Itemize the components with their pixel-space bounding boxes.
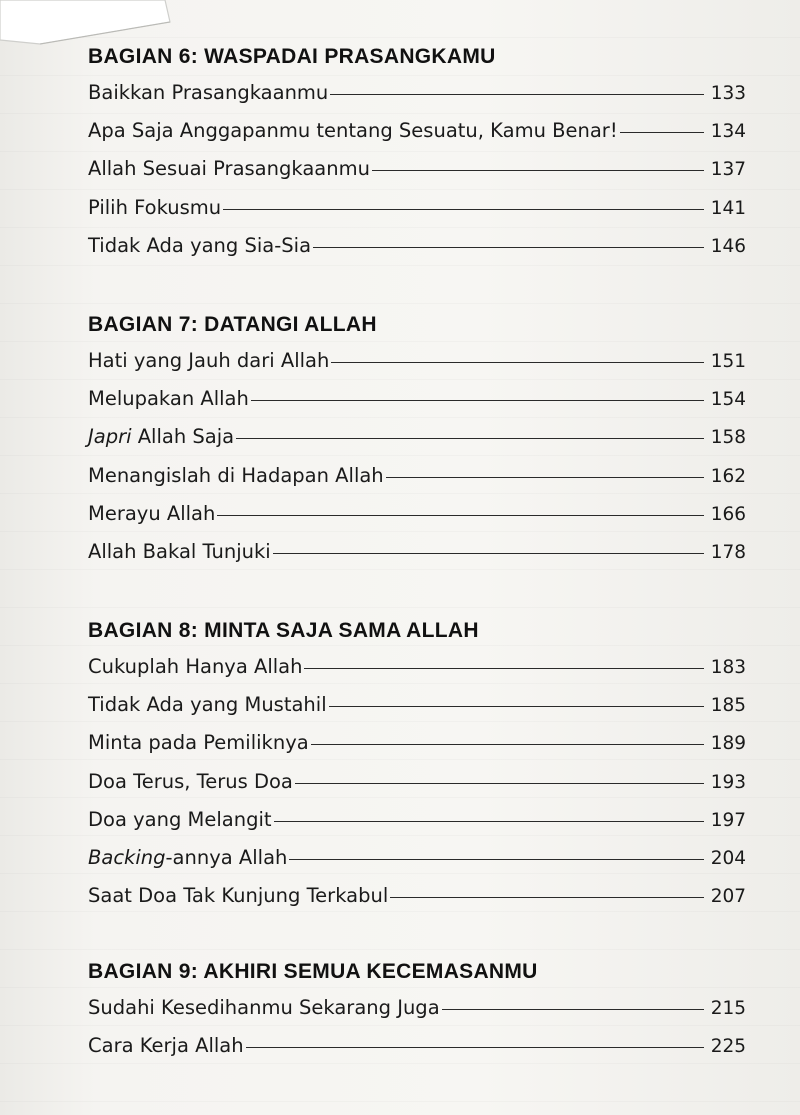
toc-entry <box>88 763 746 801</box>
entry-title: Saat Doa Tak Kunjung Terkabul <box>88 884 389 908</box>
entry-page-number: 162 <box>710 465 746 487</box>
toc-entry <box>88 686 746 724</box>
toc-entry <box>88 839 746 877</box>
entry-page-number: 225 <box>710 1036 746 1058</box>
dotted-leader-line <box>331 362 704 363</box>
entry-page-number: 134 <box>710 121 746 143</box>
toc-entry <box>88 877 746 915</box>
entry-title: Tidak Ada yang Sia-Sia <box>88 233 312 257</box>
entry-title: Tidak Ada yang Mustahil <box>88 693 327 717</box>
entry-page-number: 197 <box>710 809 746 831</box>
toc-entry-list <box>88 342 746 571</box>
entry-title: Allah Bakal Tunjuki <box>88 539 271 563</box>
dotted-leader-line <box>442 1009 704 1010</box>
section-heading: BAGIAN 8: MINTA SAJA SAMA ALLAH <box>88 619 479 642</box>
dotted-leader-line <box>386 477 704 478</box>
toc-entry <box>88 648 746 686</box>
toc-entry-list <box>88 648 746 915</box>
entry-title: Sudahi Kesedihanmu Sekarang Juga <box>88 996 440 1019</box>
entry-page-number: 146 <box>710 235 746 257</box>
entry-title: Allah Sesuai Prasangkaanmu <box>88 157 370 181</box>
entry-title: Apa Saja Anggapanmu tentang Sesuatu, Kamu Benar! <box>88 119 618 143</box>
toc-entry-list <box>88 74 746 265</box>
entry-title-italic: Backing <box>88 845 166 869</box>
dotted-leader-line <box>236 438 704 439</box>
entry-page-number: 166 <box>710 503 746 525</box>
toc-entry <box>88 418 746 456</box>
entry-page-number: 158 <box>710 427 746 449</box>
entry-page-number: 215 <box>710 998 746 1019</box>
toc-section-bagian-6 <box>88 42 746 265</box>
toc-entry <box>88 150 746 188</box>
dotted-leader-line <box>304 668 704 669</box>
entry-page-number: 193 <box>710 771 746 793</box>
toc-entry <box>88 533 746 571</box>
toc-section-bagian-9 <box>88 957 746 1065</box>
entry-title: Baikkan Prasangkaanmu <box>88 81 329 104</box>
entry-title: Minta pada Pemiliknya <box>88 731 309 755</box>
toc-entry <box>88 457 746 495</box>
paper-corner-tab <box>0 0 175 48</box>
entry-title: Hati yang Jauh dari Allah <box>88 349 330 372</box>
entry-title: Doa yang Melangit <box>88 807 272 831</box>
dotted-leader-line <box>311 744 704 745</box>
toc-entry-list <box>88 989 746 1065</box>
dotted-leader-line <box>620 132 704 133</box>
entry-title <box>88 418 234 456</box>
entry-page-number: 207 <box>710 886 746 908</box>
entry-title: Cara Kerja Allah <box>88 1034 244 1058</box>
section-heading: BAGIAN 6: WASPADAI PRASANGKAMU <box>88 45 496 68</box>
entry-page-number: 137 <box>710 159 746 181</box>
dotted-leader-line <box>273 553 704 554</box>
section-heading: BAGIAN 7: DATANGI ALLAH <box>88 313 377 336</box>
dotted-leader-line <box>313 247 704 248</box>
dotted-leader-line <box>295 783 704 784</box>
entry-title-rest: Allah Saja <box>131 425 235 449</box>
toc-entry <box>88 724 746 762</box>
section-heading: BAGIAN 9: AKHIRI SEMUA KECEMASANMU <box>88 960 538 983</box>
dotted-leader-line <box>246 1047 704 1048</box>
entry-title: Melupakan Allah <box>88 387 249 411</box>
entry-title: Doa Terus, Terus Doa <box>88 769 293 793</box>
entry-page-number: 151 <box>710 351 746 372</box>
entry-title-rest: -annya Allah <box>165 845 288 869</box>
toc-entry <box>88 380 746 418</box>
dotted-leader-line <box>251 400 704 401</box>
toc-entry <box>88 342 746 380</box>
dotted-leader-line <box>330 94 704 95</box>
dotted-leader-line <box>329 706 704 707</box>
entry-page-number: 189 <box>710 733 746 755</box>
dotted-leader-line <box>274 821 704 822</box>
entry-title-italic: Japri <box>88 425 132 449</box>
entry-page-number: 185 <box>710 695 746 717</box>
entry-title <box>88 839 287 877</box>
toc-entry <box>88 227 746 265</box>
toc-section-bagian-7 <box>88 310 746 571</box>
toc-entry <box>88 495 746 533</box>
toc-entry <box>88 74 746 112</box>
dotted-leader-line <box>223 209 704 210</box>
dotted-leader-line <box>289 859 704 860</box>
entry-title: Menangislah di Hadapan Allah <box>88 463 384 487</box>
entry-page-number: 178 <box>710 541 746 563</box>
entry-title: Cukuplah Hanya Allah <box>88 655 303 678</box>
entry-page-number: 154 <box>710 389 746 411</box>
toc-entry <box>88 189 746 227</box>
dotted-leader-line <box>390 897 704 898</box>
toc-entry <box>88 801 746 839</box>
entry-page-number: 204 <box>710 847 746 869</box>
toc-entry <box>88 112 746 150</box>
toc-entry <box>88 1027 746 1065</box>
entry-page-number: 183 <box>710 657 746 678</box>
dotted-leader-line <box>217 515 704 516</box>
entry-title: Merayu Allah <box>88 501 216 525</box>
toc-entry <box>88 989 746 1027</box>
entry-page-number: 141 <box>710 197 746 219</box>
entry-page-number: 133 <box>710 83 746 104</box>
entry-title: Pilih Fokusmu <box>88 195 222 219</box>
dotted-leader-line <box>372 170 704 171</box>
toc-section-bagian-8 <box>88 616 746 915</box>
